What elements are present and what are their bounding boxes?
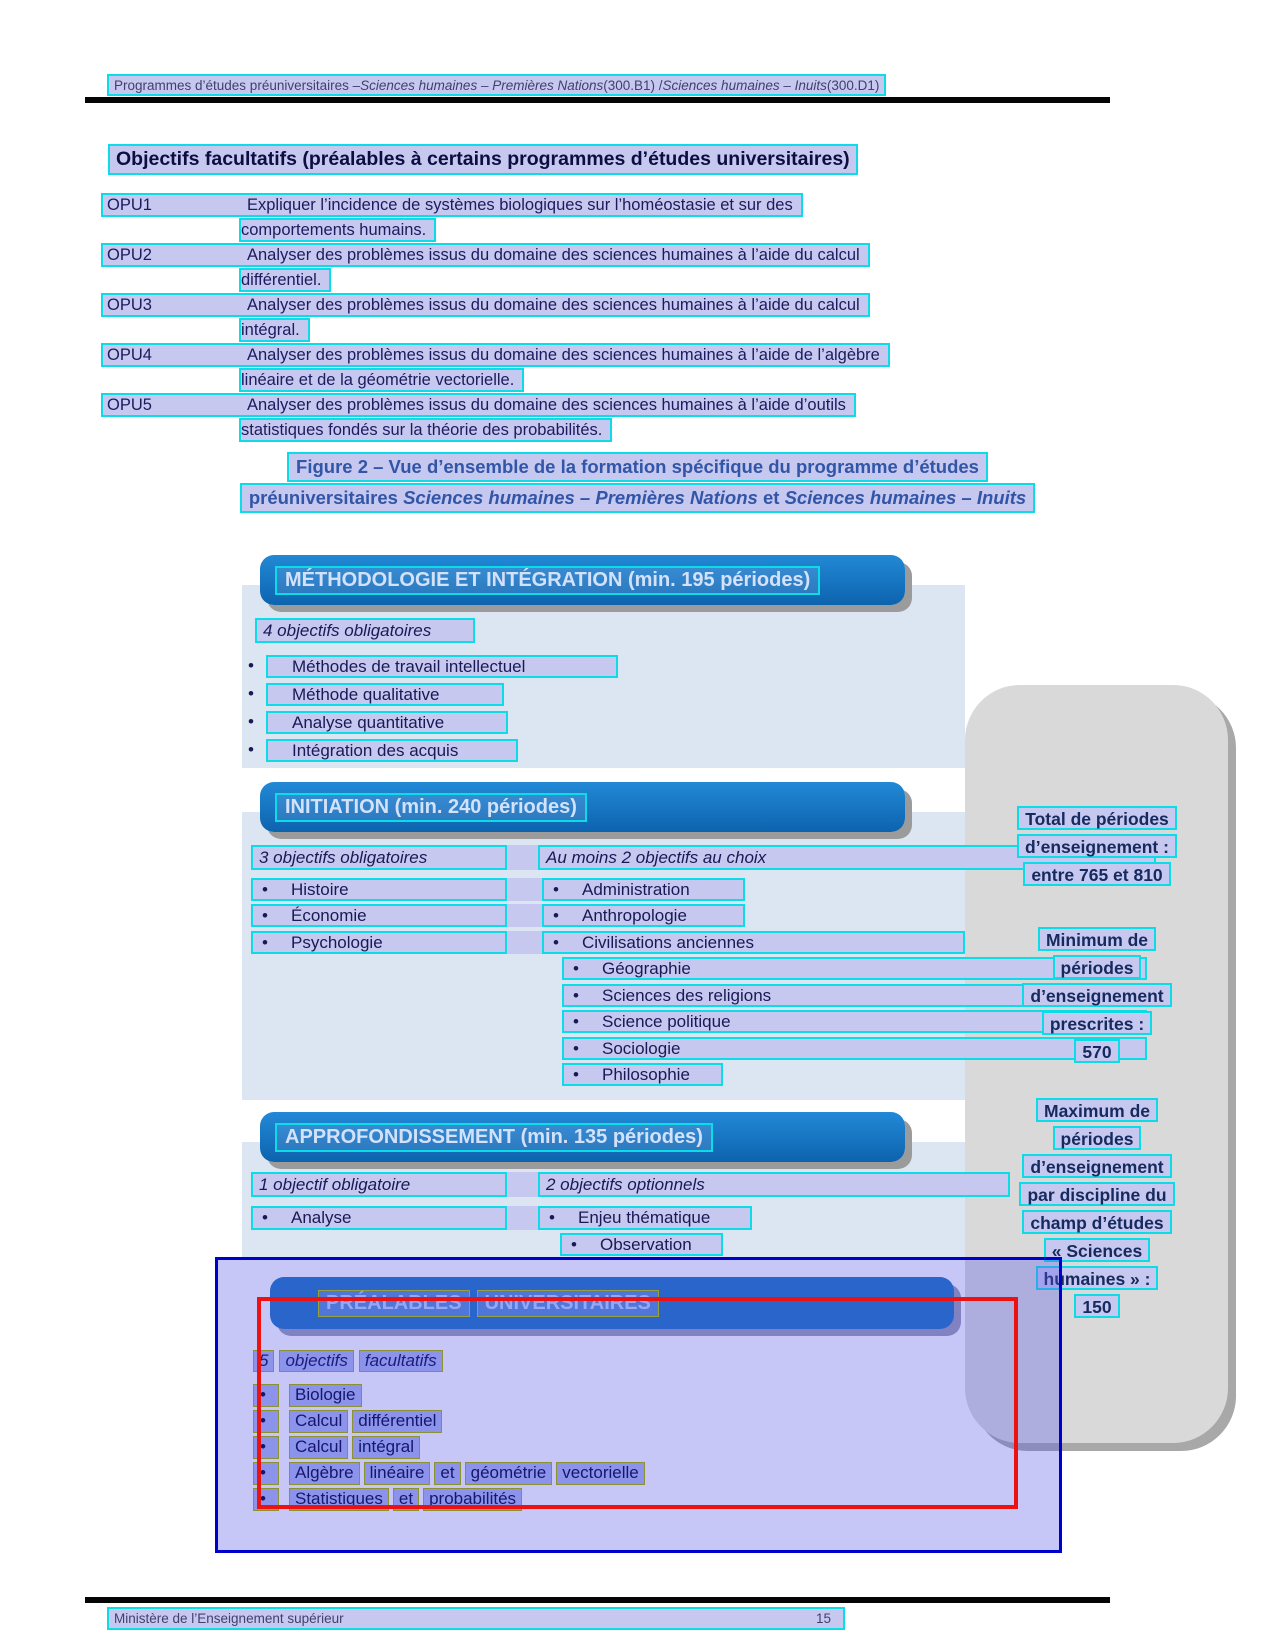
bullet-icon: • — [253, 1462, 279, 1485]
bullet-icon: • — [573, 1064, 579, 1084]
side-maximum-line: Maximum de — [1036, 1098, 1158, 1122]
side-minimum-line: Minimum de — [1038, 927, 1156, 951]
methodologie-item: Méthodes de travail intellectuel — [266, 655, 618, 678]
approfondissement-item-enjeu: • Enjeu thématique — [538, 1206, 752, 1230]
side-minimum-line: 570 — [1074, 1039, 1119, 1063]
opu-row-5-line-1 — [101, 393, 856, 417]
prealables-subtitle: 5 objectifs facultatifs — [253, 1350, 448, 1372]
header-text: Programmes d’études préuniversitaires – — [114, 77, 361, 93]
header-rule — [85, 97, 1110, 103]
side-maximum-line: par discipline du — [1019, 1182, 1174, 1206]
header-code-1: (300.B1) / — [603, 77, 663, 93]
section-heading: Objectifs facultatifs (préalables à certains programmes d’études universitaires) — [108, 144, 858, 175]
page-header — [107, 74, 886, 96]
bullet-icon: • — [262, 932, 268, 952]
bullet-icon: • — [253, 1436, 279, 1459]
side-maximum-line: d’enseignement — [1022, 1154, 1171, 1178]
bullet-icon: • — [253, 1410, 279, 1433]
side-maximum-line: champ d’études — [1022, 1210, 1171, 1234]
opu-text: statistiques fondés sur la théorie des probabilités. — [241, 420, 603, 439]
initiation-item-anthropologie: • Anthropologie — [542, 904, 745, 927]
side-maximum-line: « Sciences — [1044, 1238, 1150, 1262]
figure-caption-text: Figure 2 – Vue d’ensemble de la formation spécifique du programme d’études — [287, 452, 988, 482]
initiation-item-administration: • Administration — [542, 878, 745, 901]
page-footer — [107, 1607, 845, 1630]
initiation-title-box — [260, 782, 905, 832]
footer-page-number: 15 — [815, 1611, 831, 1626]
opu-row-3-line-2 — [239, 318, 310, 342]
initiation-item-civilisations: • Civilisations anciennes — [542, 931, 965, 954]
opu-text: Expliquer l’incidence de systèmes biologiques sur l’homéostasie et sur des — [247, 195, 793, 214]
opu-row-4-line-1 — [101, 343, 890, 367]
caption-program-2: Sciences humaines – Inuits — [784, 487, 1027, 508]
bullet-icon: • — [573, 1038, 579, 1058]
initiation-col2-header: Au moins 2 objectifs au choix — [538, 845, 1156, 870]
bullet-icon: • — [262, 905, 268, 925]
bullet-icon: • — [248, 656, 254, 675]
opu-code: OPU5 — [107, 395, 152, 414]
opu-row-1-line-2 — [239, 218, 436, 242]
bullet-icon: • — [573, 1011, 579, 1031]
opu-code: OPU4 — [107, 345, 152, 364]
initiation-item-histoire: • Histoire — [251, 878, 507, 901]
initiation-item-philosophie: • Philosophie — [562, 1063, 723, 1086]
caption-text: et — [757, 487, 785, 508]
approfondissement-col1-header: 1 objectif obligatoire — [251, 1172, 507, 1197]
prealables-item-calcul-differentiel: • Calcul différentiel — [253, 1410, 446, 1433]
side-maximum-line: 150 — [1074, 1294, 1119, 1318]
opu-code: OPU2 — [107, 245, 152, 264]
header-program-2: Sciences humaines – Inuits — [662, 77, 827, 93]
bullet-icon: • — [253, 1384, 279, 1407]
initiation-item-psychologie: • Psychologie — [251, 931, 507, 954]
initiation-title: INITIATION (min. 240 périodes) — [275, 793, 587, 822]
methodologie-title-box — [260, 555, 905, 605]
bullet-icon: • — [571, 1234, 577, 1254]
bullet-icon: • — [573, 985, 579, 1005]
bullet-icon: • — [553, 932, 559, 952]
initiation-item-science-politique: • Science politique — [562, 1010, 1147, 1033]
opu-text: intégral. — [241, 320, 300, 339]
side-minimum-block — [968, 927, 1226, 1063]
opu-row-5-line-2 — [239, 418, 612, 442]
approfondissement-item-analyse: • Analyse — [251, 1206, 507, 1230]
opu-row-2-line-1 — [101, 243, 870, 267]
opu-row-2-line-2 — [239, 268, 331, 292]
figure-caption-line-1 — [0, 452, 1275, 482]
caption-program-1: Sciences humaines – Premières Nations — [403, 487, 758, 508]
opu-text: Analyser des problèmes issus du domaine des sciences humaines à l’aide du calcul — [247, 245, 860, 264]
opu-row-3-line-1 — [101, 293, 870, 317]
footer-rule — [85, 1597, 1110, 1603]
prealables-item-statistiques: • Statistiques et probabilités — [253, 1488, 526, 1511]
approfondissement-col2-header: 2 objectifs optionnels — [538, 1172, 1010, 1197]
initiation-item-geographie: • Géographie — [562, 957, 1147, 980]
side-total-line: Total de périodes — [1017, 806, 1177, 830]
bullet-icon: • — [262, 879, 268, 899]
prealables-title: PRÉALABLES UNIVERSITAIRES — [318, 1290, 666, 1317]
bullet-icon: • — [553, 879, 559, 899]
opu-text: linéaire et de la géométrie vectorielle. — [241, 370, 515, 389]
prealables-item-calcul-integral: • Calcul intégral — [253, 1436, 424, 1459]
initiation-item-sociologie: • Sociologie — [562, 1037, 1147, 1060]
red-annotation-box — [257, 1297, 1018, 1509]
side-maximum-line: périodes — [1053, 1126, 1142, 1150]
side-total-block — [968, 806, 1226, 886]
side-total-line: entre 765 et 810 — [1023, 862, 1170, 886]
opu-code: OPU3 — [107, 295, 152, 314]
approfondissement-title: APPROFONDISSEMENT (min. 135 périodes) — [275, 1123, 713, 1152]
opu-row-1-line-1 — [101, 193, 803, 217]
side-minimum-line: d’enseignement — [1022, 983, 1171, 1007]
bullet-icon: • — [262, 1208, 268, 1227]
bullet-icon: • — [549, 1208, 555, 1227]
side-total-line: d’enseignement : — [1017, 834, 1177, 858]
methodologie-item: Intégration des acquis — [266, 739, 518, 762]
footer-ministry: Ministère de l’Enseignement supérieur — [114, 1611, 344, 1626]
opu-row-4-line-2 — [239, 368, 524, 392]
initiation-item-economie: • Économie — [251, 904, 507, 927]
bullet-icon: • — [553, 905, 559, 925]
initiation-col1-header: 3 objectifs obligatoires — [251, 845, 507, 870]
bullet-icon: • — [248, 712, 254, 731]
side-maximum-line: humaines » : — [1036, 1266, 1159, 1290]
prealables-item-biologie: • Biologie — [253, 1384, 366, 1407]
header-program-1: Sciences humaines – Premières Nations — [360, 77, 604, 93]
initiation-item-sciences-religions: • Sciences des religions — [562, 984, 1147, 1007]
opu-text: Analyser des problèmes issus du domaine des sciences humaines à l’aide d’outils — [247, 395, 846, 414]
bullet-icon: • — [248, 684, 254, 703]
side-minimum-line: prescrites : — [1042, 1011, 1152, 1035]
opu-code: OPU1 — [107, 195, 152, 214]
opu-text: comportements humains. — [241, 220, 427, 239]
prealables-item-algebre: • Algèbre linéaire et géométrie vectorielle — [253, 1462, 649, 1485]
methodologie-title: MÉTHODOLOGIE ET INTÉGRATION (min. 195 périodes) — [275, 566, 820, 595]
opu-text: Analyser des problèmes issus du domaine des sciences humaines à l’aide de l’algèbre — [247, 345, 880, 364]
bullet-icon: • — [253, 1488, 279, 1511]
side-minimum-line: périodes — [1053, 955, 1142, 979]
opu-text: différentiel. — [241, 270, 322, 289]
figure-caption-line-2 — [0, 483, 1275, 513]
methodologie-item: Analyse quantitative — [266, 711, 508, 734]
methodologie-item: Méthode qualitative — [266, 683, 504, 706]
bullet-icon: • — [248, 740, 254, 759]
approfondissement-item-observation: • Observation — [560, 1233, 723, 1256]
header-code-2: (300.D1) — [826, 77, 880, 93]
bullet-icon: • — [573, 958, 579, 978]
approfondissement-title-box — [260, 1112, 905, 1162]
methodologie-subtitle: 4 objectifs obligatoires — [255, 618, 475, 643]
caption-text: préuniversitaires — [248, 487, 404, 508]
opu-text: Analyser des problèmes issus du domaine des sciences humaines à l’aide du calcul — [247, 295, 860, 314]
